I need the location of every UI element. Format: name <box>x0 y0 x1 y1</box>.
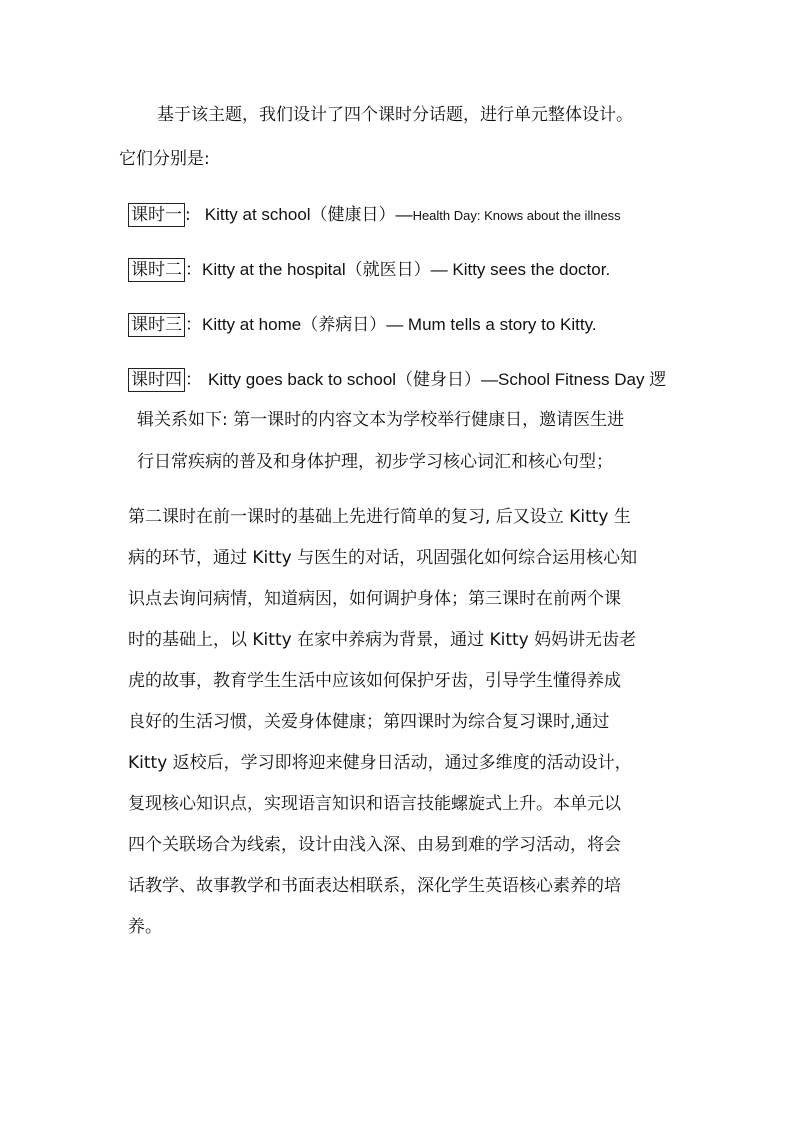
lesson-1-sep: : <box>185 205 191 225</box>
intro-line-2: 它们分别是: <box>119 149 210 169</box>
lesson-1-title: Kitty at school（健康日）— <box>204 205 413 224</box>
lesson-2-tag: 课时二 <box>128 258 185 282</box>
lesson-3 <box>128 313 597 337</box>
body-line-4: 时的基础上，以 Kitty 在家中养病为背景，通过 Kitty 妈妈讲无齿老 <box>128 630 637 650</box>
lesson-4-tag: 课时四 <box>128 368 185 392</box>
lesson-4-cont-2: 行日常疾病的普及和身体护理，初步学习核心词汇和核心句型； <box>137 452 613 472</box>
body-line-2: 病的环节，通过 Kitty 与医生的对话，巩固强化如何综合运用核心知 <box>128 548 638 568</box>
body-line-9: 四个关联场合为线索，设计由浅入深、由易到难的学习活动，将会 <box>128 835 621 855</box>
lesson-3-title: Kitty at home（养病日）— Mum tells a story to Kitty. <box>202 315 597 334</box>
lesson-2 <box>128 258 610 282</box>
lesson-2-sep: ： <box>185 260 202 280</box>
body-line-7: Kitty 返校后，学习即将迎来健身日活动，通过多维度的活动设计， <box>128 753 632 773</box>
body-line-5: 虎的故事，教育学生生活中应该如何保护牙齿，引导学生懂得养成 <box>128 671 621 691</box>
body-line-10: 话教学、故事教学和书面表达相联系，深化学生英语核心素养的培 <box>128 876 621 896</box>
lesson-1-tag: 课时一 <box>128 203 185 227</box>
lesson-1-subtitle: Health Day: Knows about the illness <box>412 208 621 223</box>
body-line-6: 良好的生活习惯，关爱身体健康；第四课时为综合复习课时,通过 <box>128 712 610 732</box>
body-line-8: 复现核心知识点，实现语言知识和语言技能螺旋式上升。本单元以 <box>128 794 621 814</box>
lesson-4 <box>128 368 666 392</box>
lesson-3-tag: 课时三 <box>128 313 185 337</box>
lesson-3-sep: ： <box>185 315 202 335</box>
intro-line-1: 基于该主题，我们设计了四个课时分话题，进行单元整体设计。 <box>157 105 633 125</box>
lesson-1 <box>128 203 621 227</box>
lesson-4-sep: ： <box>185 370 202 390</box>
lesson-4-cont-1: 辑关系如下: 第一课时的内容文本为学校举行健康日，邀请医生进 <box>137 410 625 430</box>
body-line-1: 第二课时在前一课时的基础上先进行简单的复习, 后又设立 Kitty 生 <box>128 507 631 527</box>
body-line-11: 养。 <box>128 917 162 937</box>
lesson-4-title: Kitty goes back to school（健身日）—School Fitness Day 逻 <box>208 370 667 389</box>
body-line-3: 识点去询问病情，知道病因，如何调护身体；第三课时在前两个课 <box>128 589 621 609</box>
lesson-2-title: Kitty at the hospital（就医日）— Kitty sees the doctor. <box>202 260 611 279</box>
